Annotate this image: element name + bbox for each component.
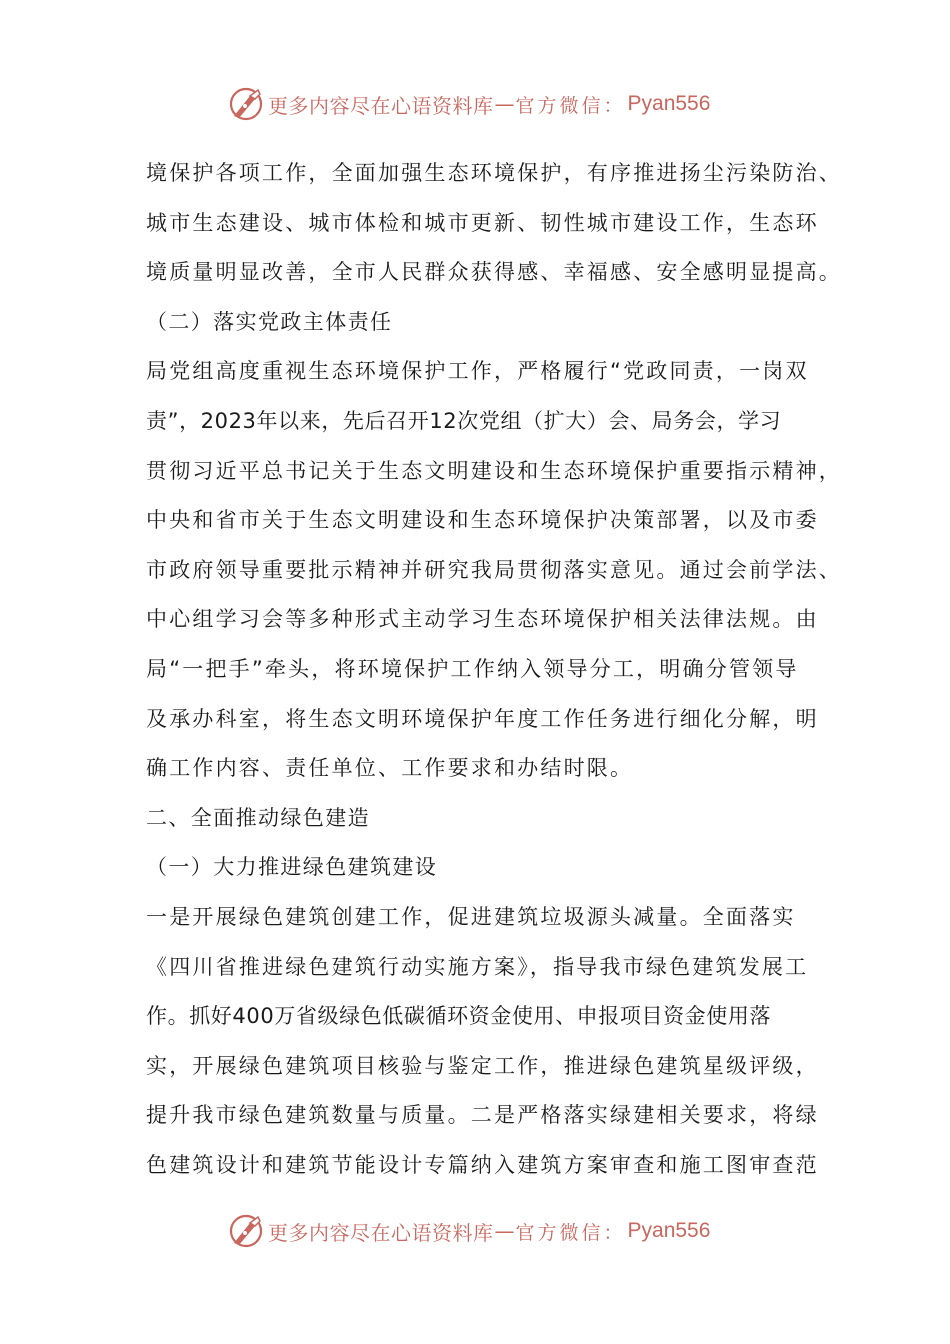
watermark-dash: — [494,1219,515,1243]
body-line: 提升我市绿色建筑数量与质量。二是严格落实绿建相关要求，将绿 [146,1103,819,1128]
section-subheading: （一）大力推进绿色建筑建设 [146,855,438,880]
body-line: 作。抓好400万省级绿色低碳循环资金使用、申报项目资金使用落 [146,1004,772,1029]
body-line: 中央和省市关于生态文明建设和生态环境保护决策部署，以及市委 [146,508,819,533]
section-subheading: （二）落实党政主体责任 [146,309,393,334]
body-line: 色建筑设计和建筑节能设计专篇纳入建筑方案审查和施工图审查范 [146,1152,819,1177]
watermark-wechat-id: Pyan556 [627,1219,711,1242]
watermark-dash: — [494,92,515,116]
body-line: 及承办科室，将生态文明环境保护年度工作任务进行细化分解，明 [146,706,819,731]
document-body [146,149,842,1190]
watermark-wechat-id: Pyan556 [627,92,711,115]
body-line: 贯彻习近平总书记关于生态文明建设和生态环境保护重要指示精神， [146,458,842,483]
section-heading: 二、全面推动绿色建造 [146,805,370,830]
body-line: 实，开展绿色建筑项目核验与鉴定工作，推进绿色建筑星级评级， [146,1053,819,1078]
body-line: 责”，2023年以来，先后召开12次党组（扩大）会、局务会，学习 [146,408,782,433]
watermark-header [228,84,710,124]
pen-nib-circle-icon [228,86,264,122]
pen-nib-circle-icon [228,1213,264,1249]
watermark-wechat-label: 官方微信： [515,94,626,117]
watermark-brand-text: 更多内容尽在心语资料库 [268,93,494,118]
body-line: 《四川省推进绿色建筑行动实施方案》，指导我市绿色建筑发展工 [146,954,809,979]
body-line: 中心组学习会等多种形式主动学习生态环境保护相关法律法规。由 [146,607,819,632]
body-line: 确工作内容、责任单位、工作要求和办结时限。 [146,756,634,781]
body-line: 城市生态建设、城市体检和城市更新、韧性城市建设工作，生态环 [146,210,819,235]
body-line: 境质量明显改善，全市人民群众获得感、幸福感、安全感明显提高。 [146,260,842,285]
watermark-brand-text: 更多内容尽在心语资料库 [268,1220,494,1245]
watermark-wechat-label: 官方微信： [515,1221,626,1244]
body-line: 市政府领导重要批示精神并研究我局贯彻落实意见。通过会前学法、 [146,557,842,582]
body-line: 境保护各项工作，全面加强生态环境保护，有序推进扬尘污染防治、 [146,161,842,185]
body-line: 一是开展绿色建筑创建工作，促进建筑垃圾源头减量。全面落实 [146,904,796,929]
body-line: 局“一把手”牵头，将环境保护工作纳入领导分工，明确分管领导 [146,656,799,681]
watermark-footer [228,1211,710,1251]
body-line: 局党组高度重视生态环境保护工作，严格履行“党政同责，一岗双 [146,359,809,384]
